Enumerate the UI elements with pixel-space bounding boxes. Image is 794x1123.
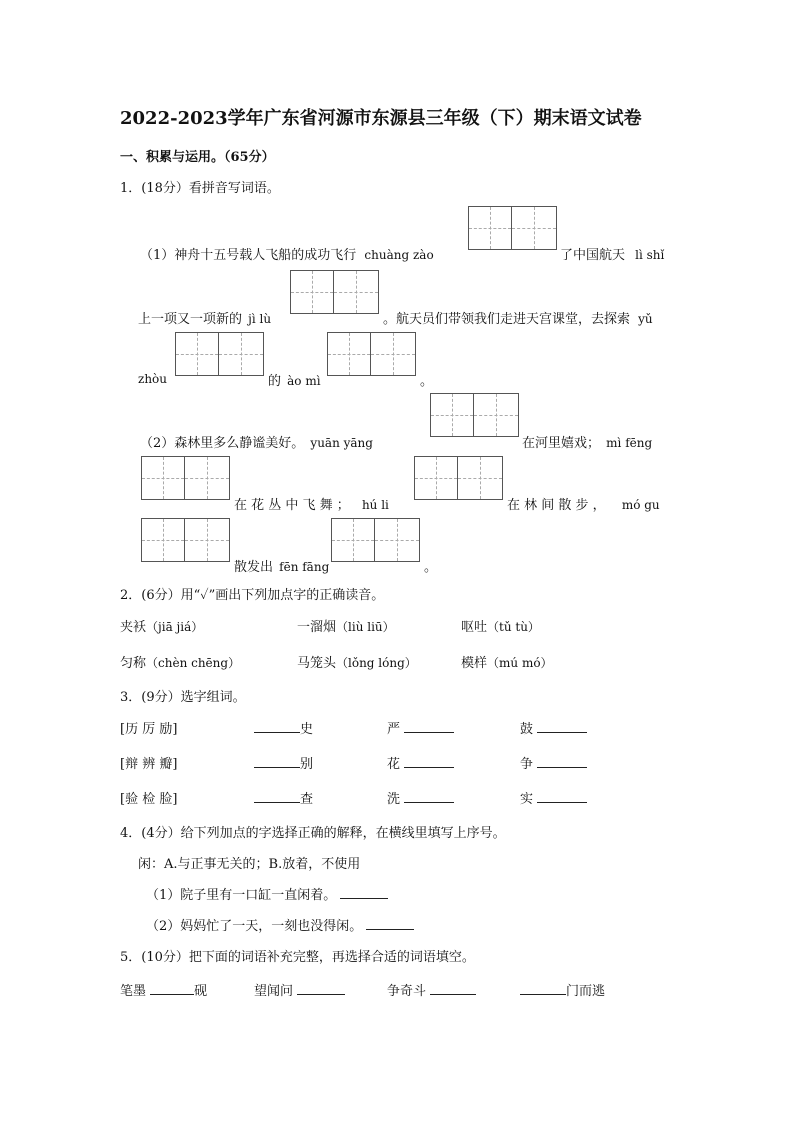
- q1-p2-line2: [234, 494, 389, 513]
- q1-p2-line2b: [507, 494, 660, 513]
- q1-text: 在河里嬉戏；: [522, 436, 601, 451]
- q5-fill[interactable]: 望闻问: [254, 980, 345, 999]
- q1-p2-end: 。: [424, 560, 438, 575]
- page-title: 2022-2023学年广东省河源市东源县三年级（下）期末语文试卷: [120, 108, 642, 129]
- q1-text: 上一项又一项新的: [138, 312, 243, 327]
- pinyin-mifeng: mì fēng: [606, 436, 653, 450]
- q2-item: 夹袄（jiā jiá）: [120, 620, 204, 635]
- q1-p1-line1b: [560, 244, 664, 263]
- pinyin-yuanyang: yuān yāng: [310, 436, 373, 450]
- answer-grid-yuanyang[interactable]: [141, 456, 230, 500]
- question-1-header: 1．(18分）看拼音写词语。: [120, 181, 280, 196]
- question-4-header: 4．(4分）给下列加点的字选择正确的解释，在横线里填写上序号。: [120, 826, 506, 841]
- pinyin-mogu: mó gu: [621, 498, 660, 512]
- question-3-header: 3．(9分）选字组词。: [120, 690, 246, 705]
- q2-item: 呕吐（tǔ tù）: [461, 620, 540, 635]
- q1-text: （1）神舟十五号载人飞船的成功飞行: [140, 248, 357, 263]
- q1-p1-line2b: [383, 308, 653, 327]
- answer-grid-mogu[interactable]: [331, 518, 420, 562]
- q3-fill[interactable]: 争: [520, 753, 587, 772]
- q1-text: 散发出: [234, 560, 274, 575]
- answer-grid-chuangzao[interactable]: [468, 206, 557, 250]
- pinyin-zhou: zhòu: [138, 372, 168, 386]
- q1-text: 。航天员们带领我们走进天宫课堂，去探索: [383, 312, 631, 327]
- answer-grid-mifeng[interactable]: [414, 456, 503, 500]
- q4-sentence[interactable]: （2）妈妈忙了一天，一刻也没得闲。: [146, 915, 414, 934]
- q3-fill[interactable]: 鼓: [520, 718, 587, 737]
- question-5-header: 5．(10分）把下面的词语补充完整，再选择合适的词语填空。: [120, 950, 475, 965]
- q3-fill[interactable]: 史: [254, 718, 313, 737]
- q3-row: [120, 788, 177, 807]
- q3-row: [120, 753, 177, 772]
- q1-text: 在 林 间 散 步 ，: [507, 498, 606, 513]
- q1-text: 的: [268, 374, 282, 389]
- q3-row: [120, 718, 177, 737]
- q3-group: [历 厉 励]: [120, 722, 178, 737]
- q1-p1-line2: [138, 308, 271, 327]
- q3-fill[interactable]: 花: [387, 753, 454, 772]
- q5-fill[interactable]: 门而逃: [520, 980, 605, 999]
- q5-fill[interactable]: 笔墨 砚: [120, 980, 207, 999]
- q2-item: 一溜烟（liù liū）: [297, 620, 395, 635]
- answer-grid-jilu[interactable]: [175, 332, 264, 376]
- answer-grid-huli[interactable]: [141, 518, 230, 562]
- q4-definition: 闲：A.与正事无关的；B.放着，不使用: [138, 857, 361, 872]
- pinyin-fenfang: fēn fāng: [279, 560, 330, 574]
- pinyin-lishi: lì shǐ: [635, 248, 665, 262]
- q1-p1-end: 。: [420, 374, 434, 389]
- pinyin-yu: yǔ: [638, 312, 653, 326]
- pinyin-jilu: jì lù: [248, 312, 272, 326]
- q3-fill[interactable]: 别: [254, 753, 313, 772]
- answer-grid-aomi[interactable]: [430, 393, 519, 437]
- q3-group: [辩 辨 瓣]: [120, 757, 178, 772]
- q2-item: 马笼头（lǒng lóng）: [297, 656, 417, 671]
- q5-fill[interactable]: 争奇斗: [387, 980, 476, 999]
- q1-p2-line1: [140, 432, 373, 451]
- q1-p1-line3: [268, 370, 321, 389]
- section-heading: 一、积累与运用。（65分）: [120, 150, 275, 165]
- q1-text: 了中国航天: [560, 248, 626, 263]
- q4-sentence[interactable]: （1）院子里有一口缸一直闲着。: [146, 884, 388, 903]
- q3-fill[interactable]: 严: [387, 718, 454, 737]
- pinyin-huli: hú li: [361, 498, 389, 512]
- q2-item: 模样（mú mó）: [461, 656, 553, 671]
- q3-fill[interactable]: 洗: [387, 788, 454, 807]
- q2-item: 匀称（chèn chēng）: [120, 656, 241, 671]
- q1-p2-line1b: [522, 432, 652, 451]
- question-2-header: 2．(6分）用“✓”画出下列加点字的正确读音。: [120, 588, 385, 603]
- answer-grid-yuzhou[interactable]: [327, 332, 416, 376]
- q1-p1-line1: [140, 244, 434, 263]
- q3-group: [验 检 脸]: [120, 792, 178, 807]
- pinyin-aomi: ào mì: [287, 374, 321, 388]
- answer-grid-lishi[interactable]: [290, 270, 379, 314]
- q1-text: （2）森林里多么静谧美好。: [140, 436, 305, 451]
- q3-fill[interactable]: 实: [520, 788, 587, 807]
- q3-fill[interactable]: 查: [254, 788, 313, 807]
- q1-p2-line3: [234, 556, 329, 575]
- q1-text: 在 花 丛 中 飞 舞 ；: [234, 498, 350, 513]
- pinyin-chuangzao: chuàng zào: [364, 248, 434, 262]
